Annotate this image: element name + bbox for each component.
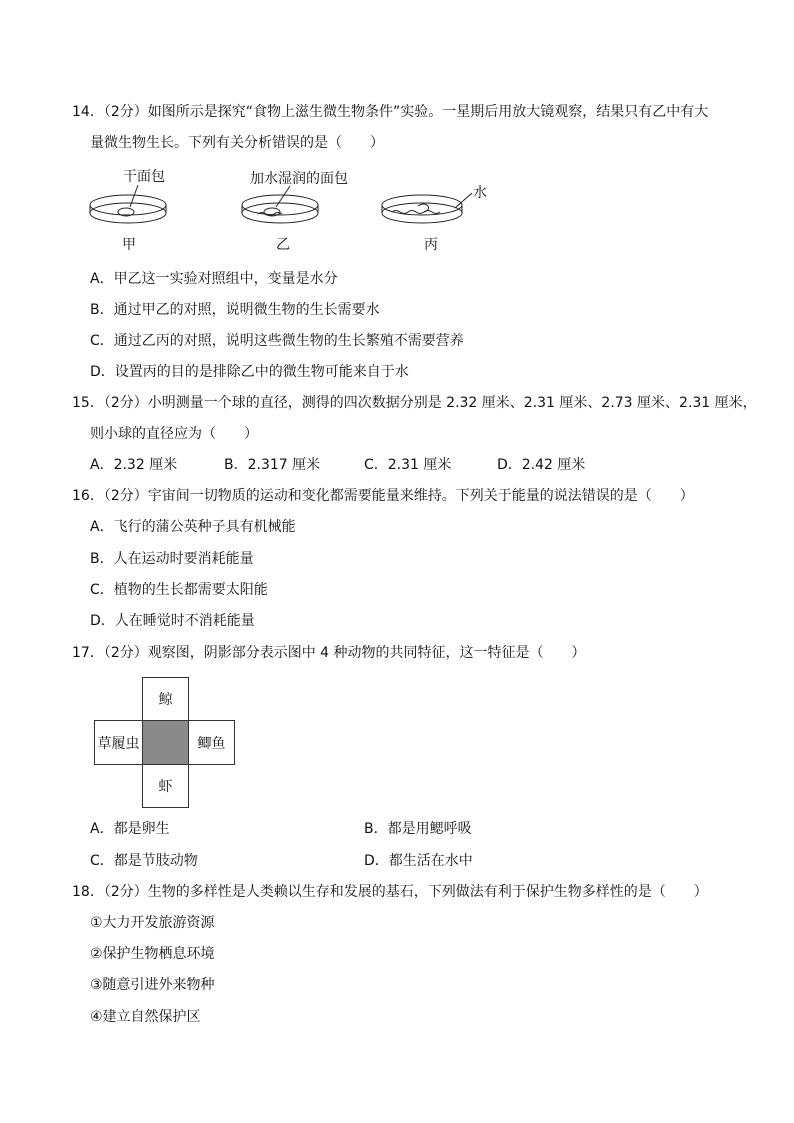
- q17-option-c: C．都是节肢动物: [90, 853, 198, 869]
- q16-option-c: C．植物的生长都需要太阳能: [90, 582, 268, 598]
- q16-stem: 16．（2分）宇宙间一切物质的运动和变化都需要能量来维持。下列关于能量的说法错误的是（ ）: [72, 488, 694, 504]
- label-dry-bread: 干面包: [123, 169, 165, 185]
- q17-option-d: D．都生活在水中: [364, 853, 473, 869]
- label-wet-bread: 加水湿润的面包: [250, 171, 348, 187]
- q18-item-4: ④建立自然保护区: [90, 1009, 201, 1025]
- label-dish-jia: 甲: [122, 237, 136, 253]
- q18-item-3: ③随意引进外来物种: [90, 977, 215, 993]
- q15-stem-line2: 则小球的直径应为（ ）: [90, 426, 258, 442]
- q15-stem-line1: 15．（2分）小明测量一个球的直径，测得的四次数据分别是 2.32 厘米、2.31 厘米、2.73 厘米、2.31 厘米，: [72, 395, 757, 411]
- q16-option-d: D．人在睡觉时不消耗能量: [90, 613, 255, 629]
- q15-option-c: C．2.31 厘米: [364, 457, 452, 473]
- q16-option-a: A．飞行的蒲公英种子具有机械能: [90, 519, 296, 535]
- q14-option-c: C．通过乙丙的对照，说明这些微生物的生长繁殖不需要营养: [90, 333, 464, 349]
- q14-option-d: D．设置丙的目的是排除乙中的微生物可能来自于水: [90, 364, 409, 380]
- q18-stem: 18．（2分）生物的多样性是人类赖以生存和发展的基石，下列做法有利于保护生物多样性的是（ ）: [72, 884, 708, 900]
- q18-item-2: ②保护生物栖息环境: [90, 946, 215, 962]
- q18-item-1: ①大力开发旅游资源: [90, 915, 215, 931]
- q15-option-a: A．2.32 厘米: [90, 457, 178, 473]
- cross-cell-bottom: 虾: [142, 764, 189, 808]
- cross-cell-center-shaded: [142, 720, 189, 765]
- q14-option-b: B．通过甲乙的对照，说明微生物的生长需要水: [90, 302, 380, 318]
- cross-cell-left: 草履虫: [94, 720, 143, 765]
- dish-yi-drawing: [242, 186, 318, 223]
- label-dish-yi: 乙: [276, 237, 290, 253]
- q17-option-b: B．都是用鳃呼吸: [364, 821, 472, 837]
- dish-jia-drawing: [90, 185, 166, 223]
- label-water: 水: [473, 185, 487, 201]
- dish-bing-drawing: [382, 193, 472, 223]
- q17-stem: 17．（2分）观察图，阴影部分表示图中 4 种动物的共同特征，这一特征是（ ）: [72, 645, 586, 661]
- cross-cell-top: 鲸: [142, 677, 189, 721]
- q15-option-b: B．2.317 厘米: [224, 457, 321, 473]
- q14-option-a: A．甲乙这一实验对照组中，变量是水分: [90, 271, 338, 287]
- q16-option-b: B．人在运动时要消耗能量: [90, 551, 254, 567]
- q14-stem-line1: 14．（2分）如图所示是探究“食物上滋生微生物条件”实验。一星期后用放大镜观察，结果只有乙中有大: [72, 104, 709, 120]
- label-dish-bing: 丙: [424, 237, 438, 253]
- q17-option-a: A．都是卵生: [90, 821, 170, 837]
- cross-cell-right: 鲫鱼: [188, 720, 235, 765]
- q15-option-d: D．2.42 厘米: [497, 457, 586, 473]
- q14-stem-line2: 量微生物生长。下列有关分析错误的是（ ）: [90, 135, 384, 151]
